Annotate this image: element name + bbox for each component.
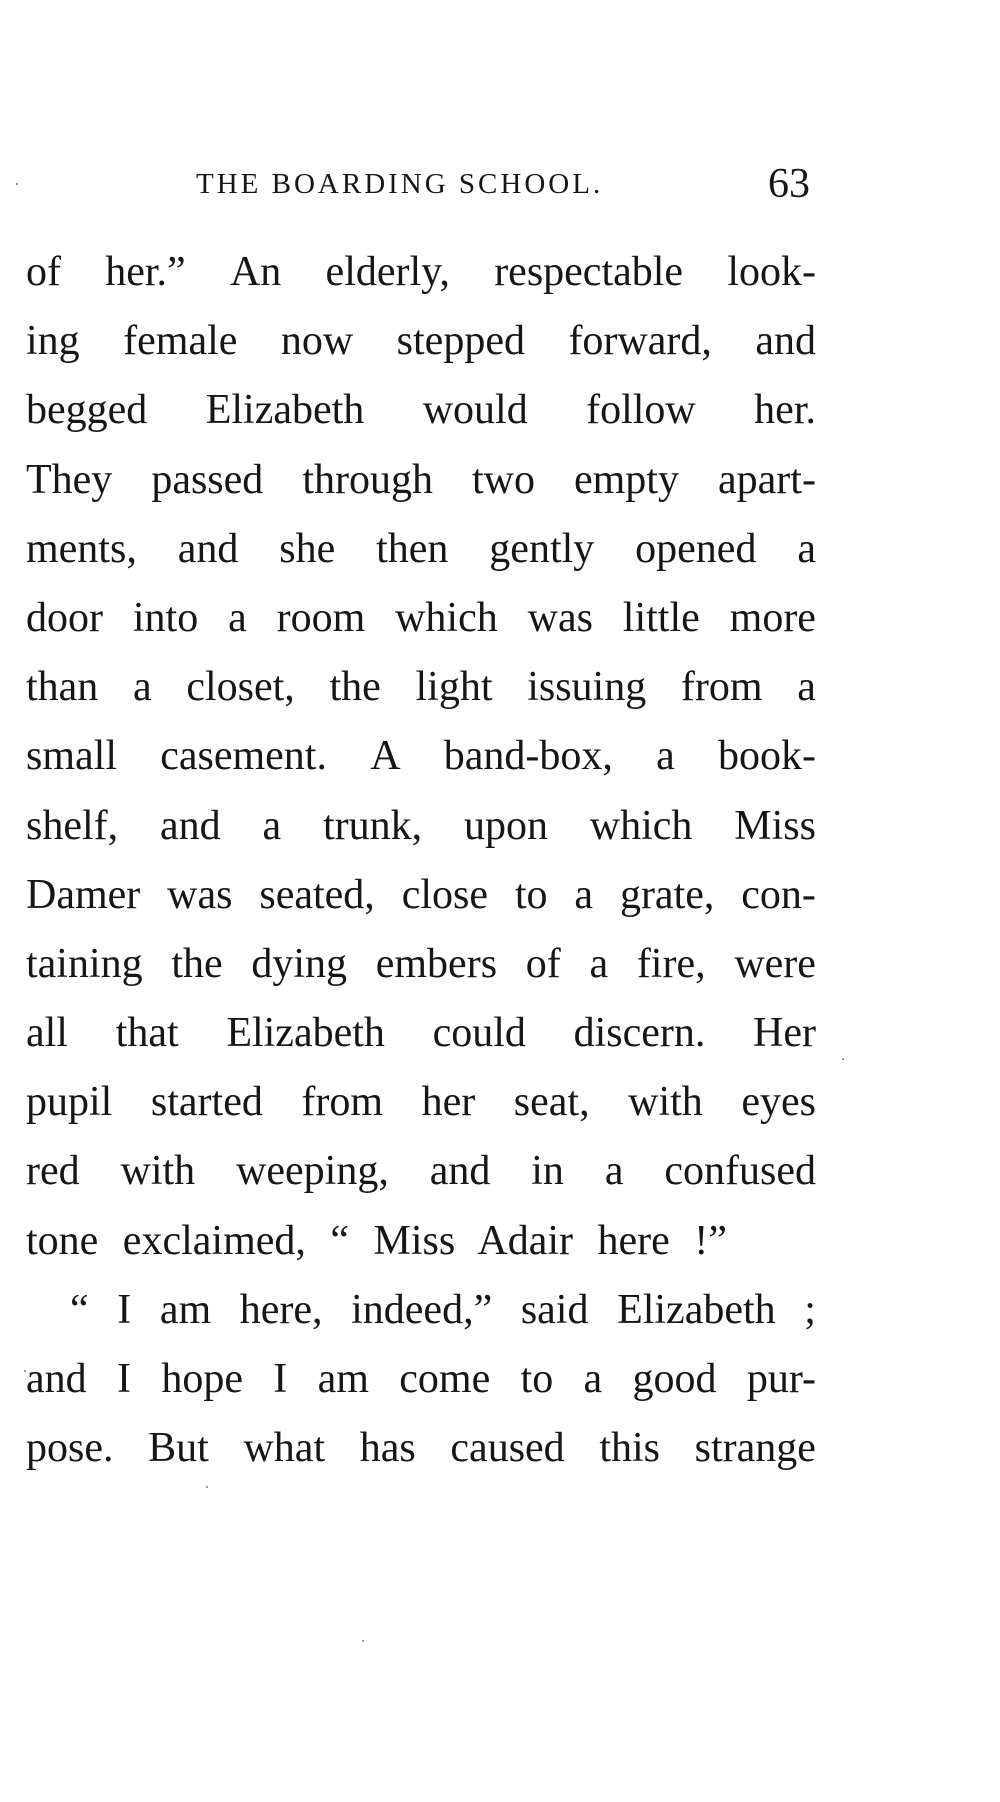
word: and	[755, 318, 816, 365]
word: Her	[753, 1010, 816, 1057]
text-line	[26, 1276, 816, 1345]
word: passed	[151, 456, 264, 503]
word: door	[26, 594, 103, 641]
word: I	[116, 1356, 131, 1402]
word: An	[229, 249, 282, 295]
word: of	[26, 249, 61, 295]
word: with	[120, 1148, 196, 1195]
word: could	[432, 1010, 526, 1057]
word: red	[26, 1148, 80, 1195]
text-line	[26, 584, 816, 653]
word: this	[599, 1425, 661, 1472]
word: issuing	[527, 664, 647, 711]
word: elderly,	[325, 249, 450, 295]
paper-speck	[842, 1058, 844, 1060]
text-line	[26, 722, 816, 791]
word: said	[520, 1286, 589, 1333]
word: I	[117, 1286, 132, 1333]
text-line	[26, 1414, 816, 1483]
text-line	[26, 307, 816, 376]
word: band-box,	[443, 733, 613, 780]
word: a	[589, 940, 609, 987]
word: light	[415, 664, 493, 711]
word: Elizabeth	[226, 1010, 385, 1057]
word: more	[729, 594, 816, 641]
running-head	[0, 160, 1000, 220]
word: I	[273, 1356, 288, 1402]
word: hope	[161, 1356, 243, 1402]
word: from	[301, 1079, 384, 1126]
word: begged	[26, 387, 148, 434]
word: her.	[754, 387, 816, 434]
word: upon	[463, 802, 548, 849]
word: in	[531, 1148, 564, 1195]
word: am	[317, 1356, 369, 1402]
word: Miss	[734, 802, 816, 849]
word: forward,	[568, 318, 712, 365]
word: Elizabeth	[205, 387, 365, 434]
word: all	[26, 1010, 68, 1057]
word: started	[150, 1079, 263, 1126]
word: look-	[727, 249, 816, 295]
word: a	[656, 733, 675, 780]
word: the	[329, 664, 381, 711]
word: small	[26, 733, 117, 780]
word: close	[401, 871, 488, 918]
word: weeping,	[236, 1148, 389, 1195]
word: embers	[375, 940, 498, 987]
word: now	[280, 318, 354, 365]
word: would	[422, 387, 528, 434]
word: pupil	[26, 1079, 113, 1126]
paper-speck	[206, 1486, 208, 1488]
word: con-	[741, 871, 816, 918]
word: what	[243, 1425, 326, 1472]
word: was	[167, 871, 233, 918]
word: little	[622, 594, 700, 641]
word: stepped	[396, 318, 525, 365]
word: pose.	[26, 1425, 114, 1472]
word: follow	[586, 387, 696, 434]
word: female	[123, 318, 238, 365]
word: am	[159, 1286, 212, 1333]
word: grate,	[619, 871, 715, 918]
text-line	[26, 792, 816, 861]
word: a	[262, 802, 282, 849]
word: strange	[694, 1425, 816, 1472]
running-title: THE BOARDING SCHOOL.	[196, 168, 604, 200]
word: come	[399, 1356, 491, 1402]
word: and	[177, 525, 239, 572]
word: seat,	[513, 1079, 590, 1126]
page-number: 63	[768, 161, 810, 207]
paper-speck	[24, 1370, 26, 1372]
word: was	[527, 594, 593, 641]
word: shelf,	[26, 802, 119, 849]
word: discern.	[573, 1010, 706, 1057]
text-line	[26, 1345, 816, 1414]
word: a	[797, 525, 816, 572]
word: ;	[804, 1286, 816, 1333]
word: to	[514, 871, 548, 918]
word: But	[148, 1425, 209, 1472]
word: They	[26, 456, 113, 503]
word: and	[26, 1356, 87, 1402]
word: a	[228, 594, 247, 641]
word: a	[574, 871, 594, 918]
word: to	[520, 1356, 554, 1402]
word: with	[628, 1079, 703, 1126]
word: gently	[489, 525, 595, 572]
word: she	[279, 525, 336, 572]
text-line	[26, 376, 816, 445]
word: opened	[635, 525, 757, 572]
word: seated,	[259, 871, 375, 918]
word: apart-	[718, 456, 816, 503]
word: a	[133, 664, 152, 711]
text-line	[26, 930, 816, 999]
word: casement.	[160, 733, 327, 780]
word: and	[429, 1148, 491, 1195]
word: trunk,	[322, 802, 423, 849]
word: pur-	[746, 1356, 816, 1402]
text-line: tone exclaimed, “ Miss Adair here !”	[26, 1217, 727, 1264]
word: taining	[26, 940, 143, 987]
word: room	[276, 594, 366, 641]
word: empty	[574, 456, 679, 503]
word: respectable	[494, 249, 684, 295]
word: dying	[251, 940, 348, 987]
body-text	[26, 238, 816, 1483]
word: two	[471, 456, 535, 503]
word: were	[734, 940, 816, 987]
word: than	[26, 664, 99, 711]
word: A	[370, 733, 401, 780]
paper-speck	[16, 183, 18, 185]
word: good	[632, 1356, 717, 1402]
word: then	[376, 525, 449, 572]
text-line	[26, 653, 816, 722]
word: of	[525, 940, 561, 987]
word: which	[395, 594, 498, 641]
text-line	[26, 446, 816, 515]
word: fire,	[636, 940, 706, 987]
text-line	[26, 515, 816, 584]
word: indeed,”	[351, 1286, 493, 1333]
word: her.”	[105, 249, 186, 295]
word: closet,	[186, 664, 295, 711]
text-line	[26, 238, 816, 307]
word: into	[132, 594, 199, 641]
text-line	[26, 861, 816, 930]
paper-speck	[362, 1640, 364, 1642]
word: caused	[450, 1425, 565, 1472]
word: that	[115, 1010, 179, 1057]
word: a	[583, 1356, 603, 1402]
text-line	[26, 999, 816, 1068]
text-line	[26, 1068, 816, 1137]
word: the	[171, 940, 223, 987]
word: from	[680, 664, 763, 711]
word: book-	[717, 733, 816, 780]
word: which	[589, 802, 693, 849]
word: a	[797, 664, 816, 711]
word: through	[302, 456, 433, 503]
word: here,	[239, 1286, 323, 1333]
word: Elizabeth	[617, 1286, 776, 1333]
word: her	[421, 1079, 476, 1126]
text-line	[26, 1137, 816, 1206]
word: has	[359, 1425, 416, 1472]
word: eyes	[741, 1079, 816, 1126]
word: ments,	[26, 525, 137, 572]
word: a	[604, 1148, 624, 1195]
word: confused	[664, 1148, 816, 1195]
word: ing	[26, 318, 80, 365]
word: Damer	[26, 871, 141, 918]
word: “	[70, 1286, 89, 1333]
word: and	[159, 802, 221, 849]
